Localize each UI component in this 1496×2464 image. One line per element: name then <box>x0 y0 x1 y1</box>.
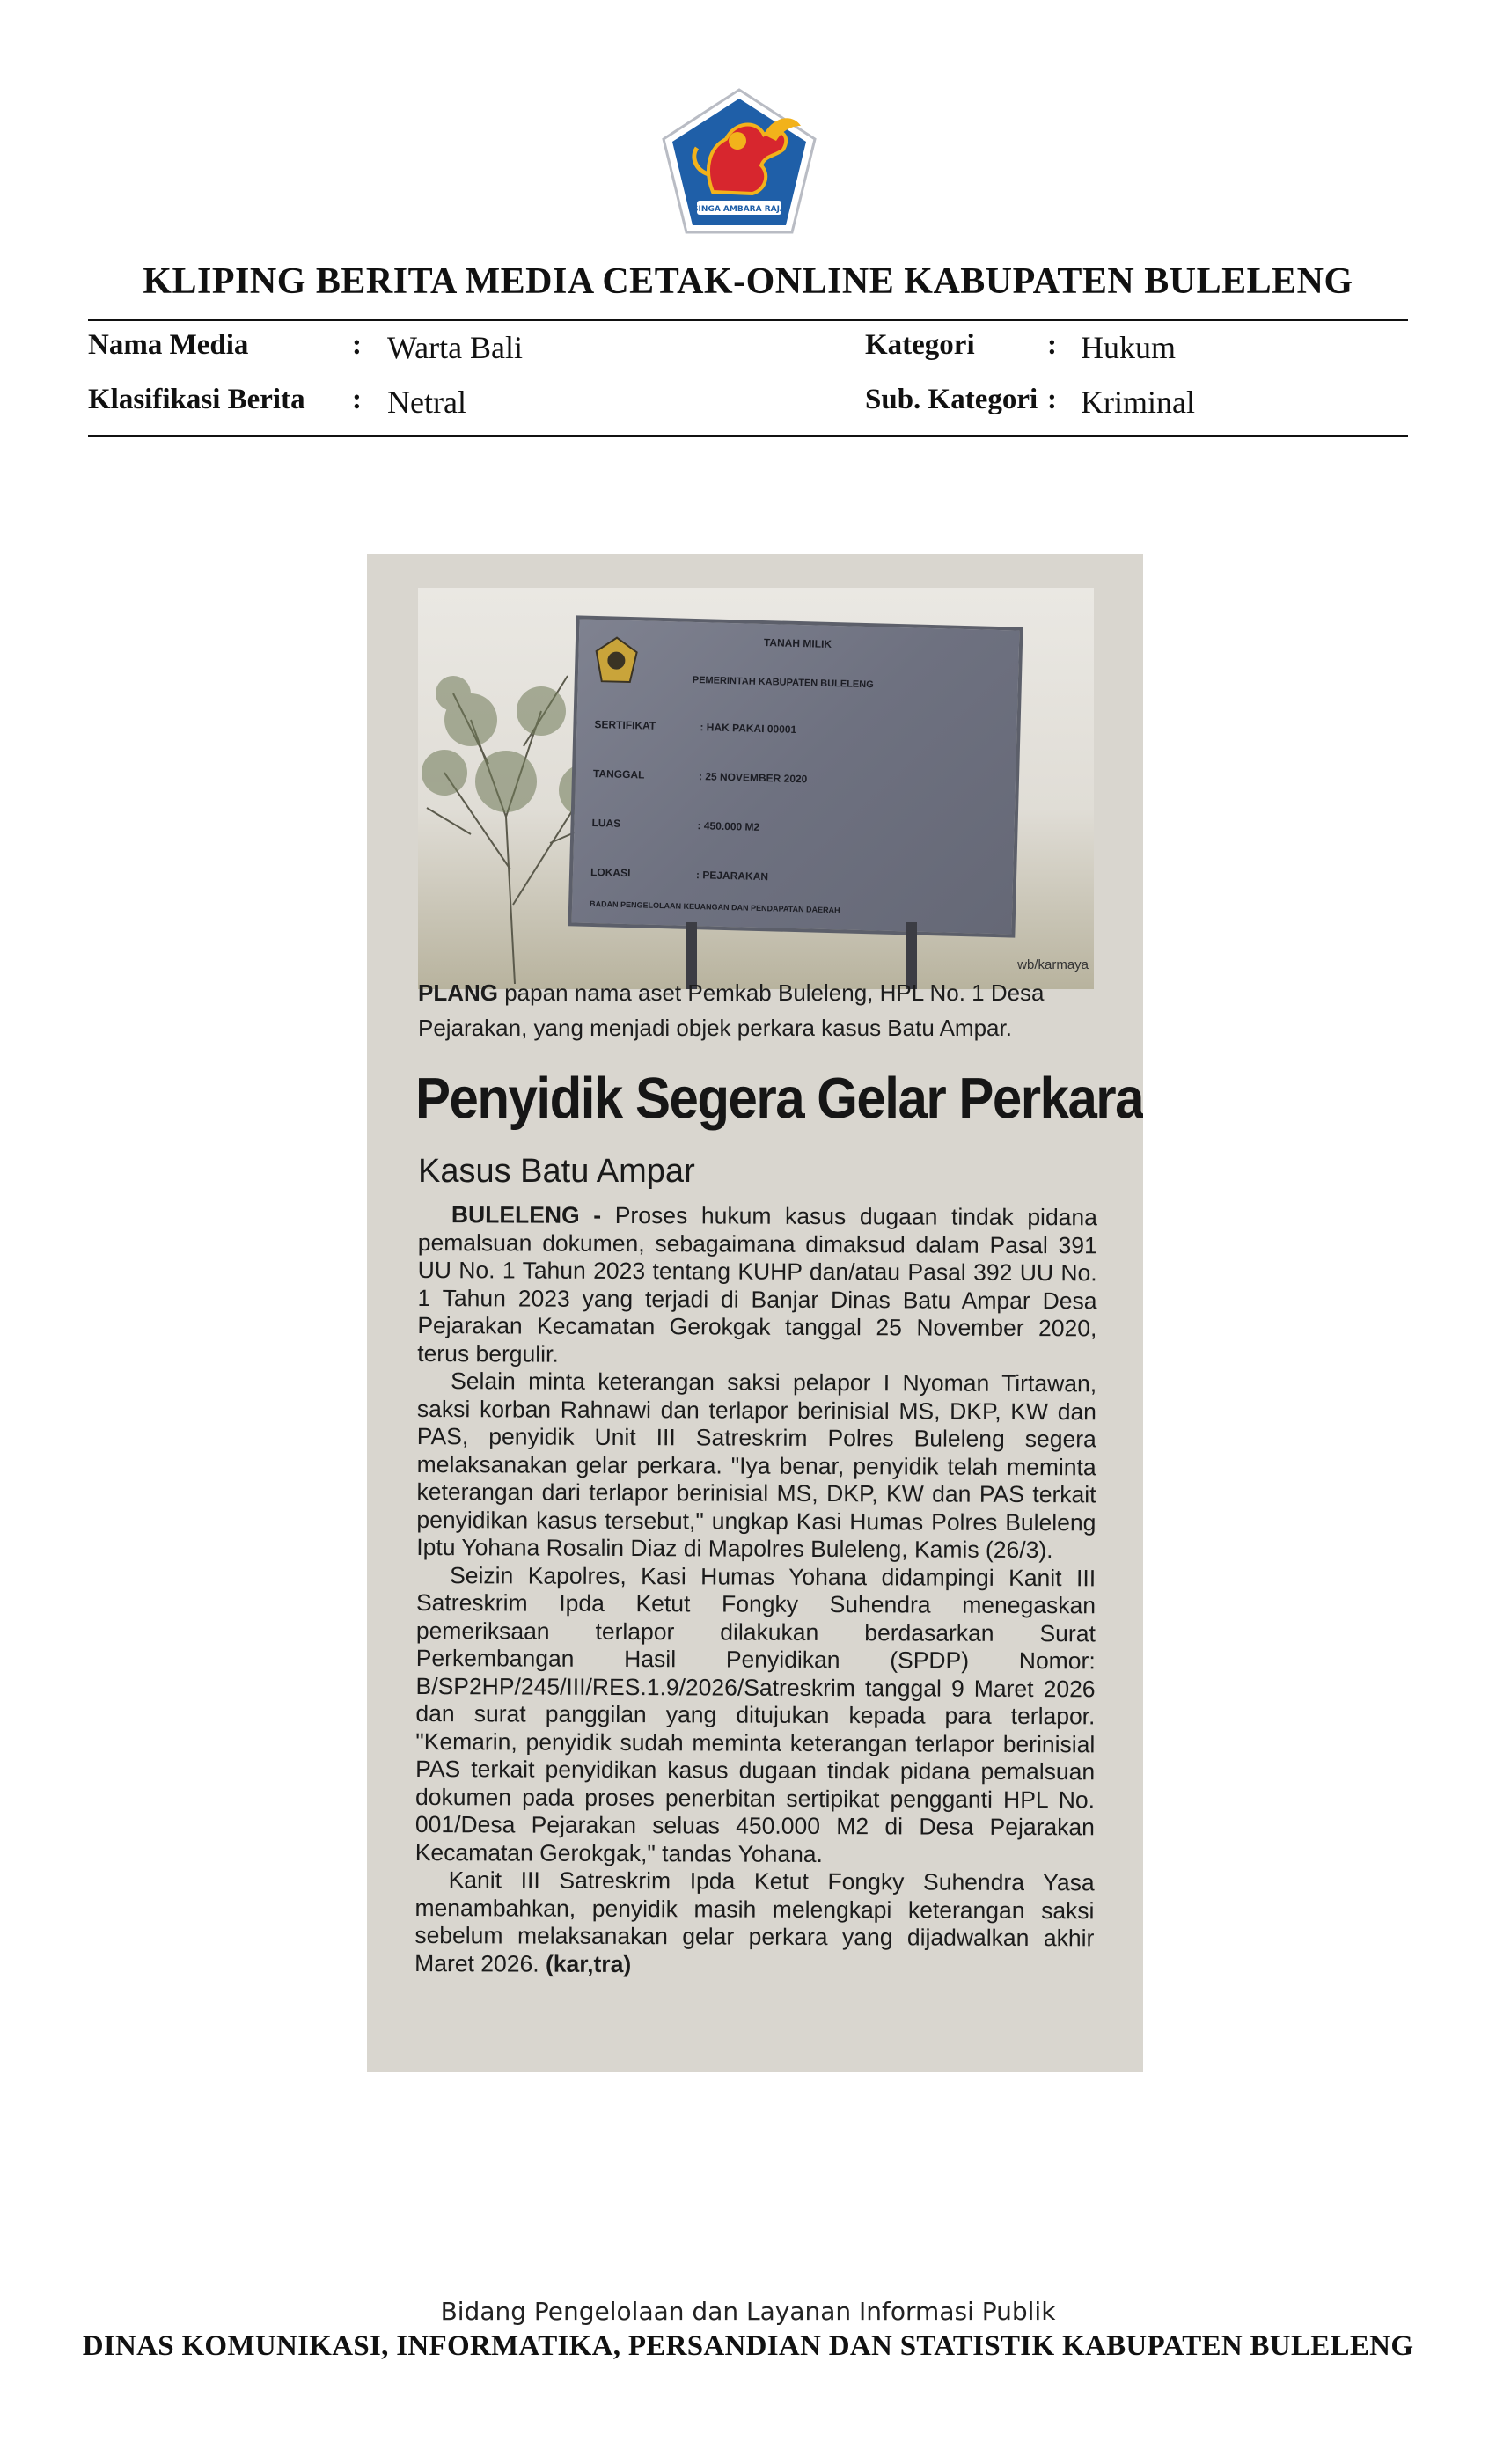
klasifikasi-value: Netral <box>387 385 466 420</box>
dateline: BULELENG - <box>451 1201 602 1228</box>
kategori-value: Hukum <box>1081 330 1176 365</box>
photo-caption <box>418 975 1096 1045</box>
article-body <box>414 1201 1097 1980</box>
paragraph-2: Selain minta keterangan saksi pelapor I Nyoman Tirtawan, saksi korban Rahnawi dan terlapor berinisial MS, DKP, KW dan PAS, penyidik Unit III Satreskrim Polres Buleleng segera melaksanakan gelar perkara. "Iya benar, penyidik telah meminta keterangan dari terlapor berinisial MS, DKP, KW dan PAS terkait penyidikan kasus tersebut," ungkap Kasi Humas Polres Buleleng Iptu Yohana Rosalin Diaz di Mapolres Buleleng, Kamis (26/3). <box>416 1368 1097 1564</box>
sign-row2-value: : 25 NOVEMBER 2020 <box>698 770 808 786</box>
sub-kategori-value: Kriminal <box>1081 385 1195 420</box>
colon: : <box>352 384 362 415</box>
sub-kategori-label: Sub. Kategori <box>865 384 1038 415</box>
nama-media-value: Warta Bali <box>387 330 524 365</box>
footer-agency-name: DINAS KOMUNIKASI, INFORMATIKA, PERSANDIAN DAN STATISTIK KABUPATEN BULELENG <box>82 2330 1414 2362</box>
sign-row4-label: LOKASI <box>590 865 631 880</box>
meta-divider <box>88 435 1408 437</box>
paragraph-1-text: Proses hukum kasus dugaan tindak pidana pemalsuan dokumen, sebagaimana dimaksud dalam Pasal 391 UU No. 1 Tahun 2023 tentang KUHP dan/atau Pasal 392 UU No. 1 Tahun 2023 yang terjadi di Banjar Dinas Batu Ampar Desa Pejarakan Kecamatan Gerokgak tanggal 25 November 2020, terus bergulir. <box>417 1201 1098 1368</box>
sign-row1-value: : HAK PAKAI 00001 <box>700 721 797 737</box>
header-divider <box>88 319 1408 321</box>
klasifikasi-label: Klasifikasi Berita <box>88 384 305 415</box>
signoff: (kar,tra) <box>539 1950 632 1977</box>
sign-line2: PEMERINTAH KABUPATEN BULELENG <box>692 674 874 691</box>
sign-row1-label: SERTIFIKAT <box>594 718 656 732</box>
asset-signboard <box>568 615 1023 937</box>
article-subhead: Kasus Batu Ampar <box>418 1153 695 1190</box>
sign-row4-value: : PEJARAKAN <box>695 869 769 884</box>
newspaper-clipping <box>367 554 1143 2072</box>
paragraph-3: Seizin Kapolres, Kasi Humas Yohana didampingi Kanit III Satreskrim Ipda Ketut Fongky Suhendra menegaskan pemeriksaan terlapor dilakukan berdasarkan Surat Perkembangan Hasil Penyidikan (SPDP) Nomor: B/SP2HP/245/III/RES.1.9/2026/Satreskrim tanggal 9 Maret 2026 dan surat panggilan yang ditujukan kepada para terlapor. "Kemarin, penyidik sudah meminta keterangan terlapor berinisial PAS terkait penyidikan kasus dugaan tindak pidana pemalsuan dokumen pada proses penerbitan sertipikat pengganti HPL No. 001/Desa Pejarakan seluas 450.000 M2 di Desa Pejarakan Kecamatan Gerokgak," tandas Yohana. <box>414 1561 1096 1867</box>
caption-text: papan nama aset Pemkab Buleleng, HPL No. 1 Desa Pejarakan, yang menjadi objek perkara kasus Batu Ampar. <box>418 979 1045 1041</box>
buleleng-emblem-logo <box>660 86 818 236</box>
paragraph-4 <box>414 1866 1095 1980</box>
sign-row2-label: TANGGAL <box>592 766 645 781</box>
board-emblem-icon <box>594 635 639 684</box>
caption-lead: PLANG <box>418 979 498 1006</box>
clipping-photo <box>418 588 1094 989</box>
colon: : <box>1047 329 1057 361</box>
colon: : <box>1047 384 1057 415</box>
paragraph-4-text: Kanit III Satreskrim Ipda Ketut Fongky Suhendra Yasa menambahkan, penyidik masih melengkapi keterangan saksi sebelum melaksanakan gelar perkara yang dijadwalkan akhir Maret 2026. <box>414 1866 1095 1977</box>
logo-motto: SINGA AMBARA RAJA <box>693 205 786 214</box>
kategori-label: Kategori <box>865 329 975 361</box>
colon: : <box>352 329 362 361</box>
sign-row3-label: LUAS <box>591 816 621 830</box>
paragraph-1 <box>417 1201 1097 1370</box>
sign-line1: TANAH MILIK <box>763 636 832 651</box>
footer-subtitle: Bidang Pengelolaan dan Layanan Informasi Publik <box>440 2297 1056 2326</box>
photo-credit: wb/karmaya <box>1017 957 1089 972</box>
nama-media-label: Nama Media <box>88 329 249 361</box>
sign-row3-value: : 450.000 M2 <box>697 819 760 833</box>
document-title: KLIPING BERITA MEDIA CETAK-ONLINE KABUPATEN BULELENG <box>143 261 1353 302</box>
article-headline: Penyidik Segera Gelar Perkara <box>415 1066 1143 1131</box>
sign-footer: BADAN PENGELOLAAN KEUANGAN DAN PENDAPATAN DAERAH <box>590 898 840 915</box>
